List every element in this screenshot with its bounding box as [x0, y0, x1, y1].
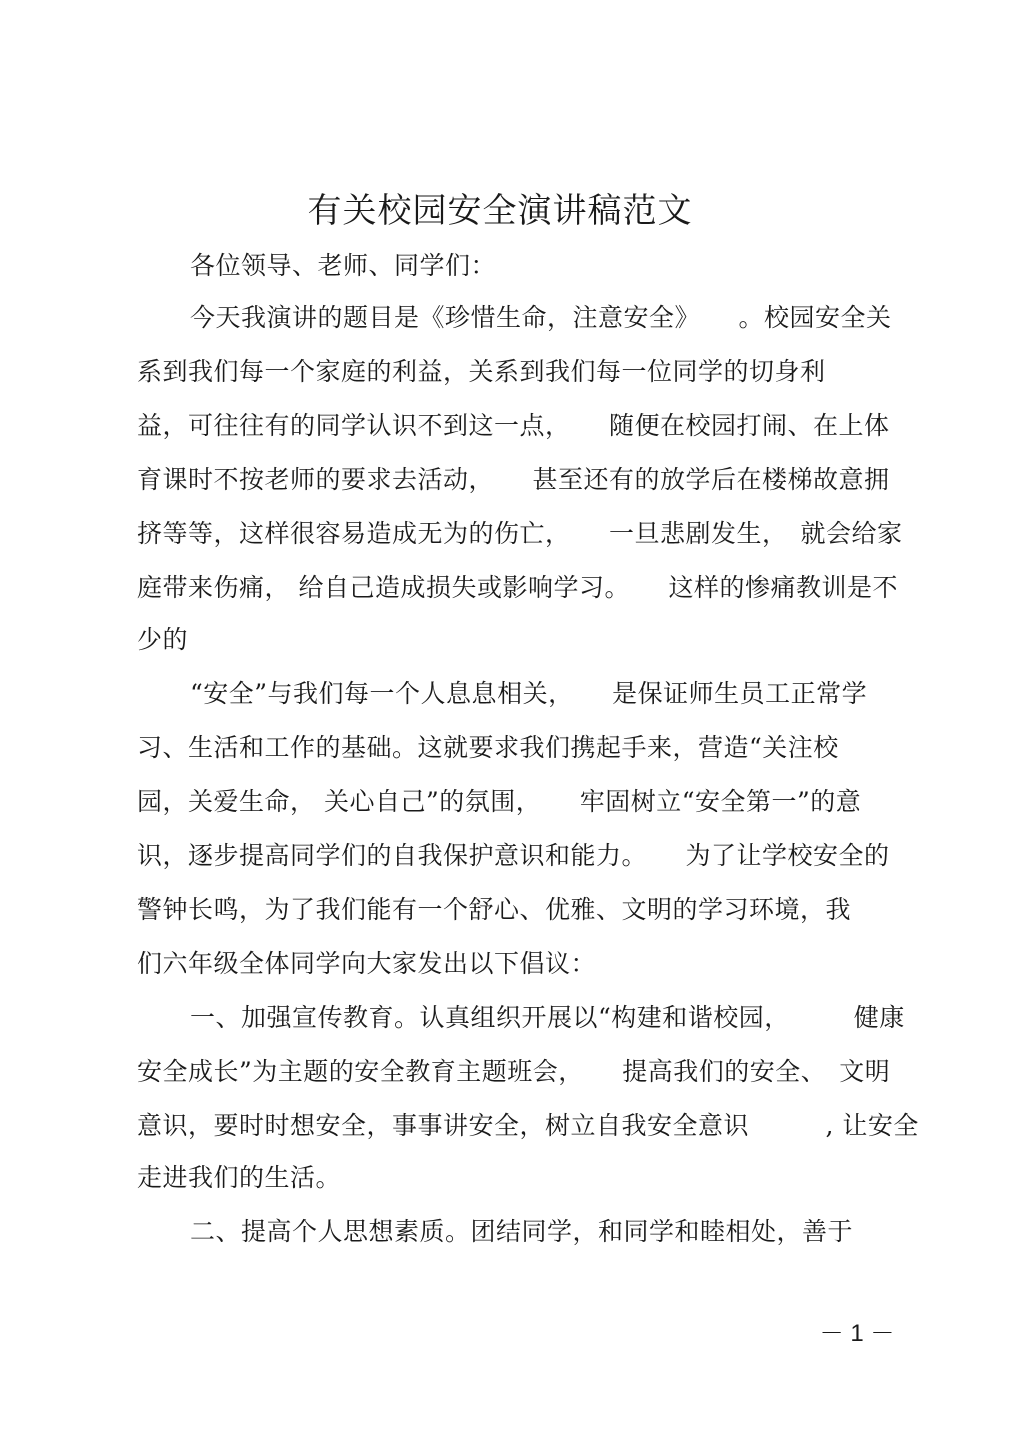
- text-line: 系到我们每一个家庭的利益，关系到我们每一位同学的切身利: [137, 357, 826, 386]
- text-line: 意识，要时时想安全，事事讲安全，树立自我安全意识 , 让安全: [137, 1111, 919, 1140]
- text-line: 益，可往往有的同学认识不到这一点， 随便在校园打闹、在上体: [137, 411, 890, 440]
- text-line: 二、提高个人思想素质。团结同学，和同学和睦相处，善于: [190, 1217, 854, 1246]
- text-line: 识，逐步提高同学们的自我保护意识和能力。 为了让学校安全的: [137, 841, 890, 870]
- text-line: 少的: [137, 625, 189, 654]
- document-title: 有关校园安全演讲稿范文: [307, 191, 693, 231]
- page-number: － 1 －: [819, 1320, 895, 1347]
- text-line: 庭带来伤痛， 给自己造成损失或影响学习。 这样的惨痛教训是不: [137, 573, 898, 602]
- text-line: 警钟长鸣，为了我们能有一个舒心、优雅、文明的学习环境，我: [137, 895, 852, 924]
- text-line: 今天我演讲的题目是《珍惜生命，注意安全》 。校园安全关: [190, 303, 892, 332]
- text-line: 安全成长”为主题的安全教育主题班会， 提高我们的安全、 文明: [137, 1057, 891, 1086]
- text-line: 走进我们的生活。: [137, 1163, 342, 1192]
- text-line: 一、加强宣传教育。认真组织开展以“构建和谐校园， 健康: [190, 1003, 905, 1032]
- text-line: “安全”与我们每一个人息息相关， 是保证师生员工正常学: [190, 679, 868, 708]
- salutation-line: 各位领导、老师、同学们：: [190, 251, 497, 280]
- text-line: 育课时不按老师的要求去活动， 甚至还有的放学后在楼梯故意拥: [137, 465, 890, 494]
- text-line: 挤等等，这样很容易造成无为的伤亡， 一旦悲剧发生， 就会给家: [137, 519, 903, 548]
- text-line: 习、生活和工作的基础。这就要求我们携起手来，营造“关注校: [137, 733, 839, 762]
- text-line: 园，关爱生命， 关心自己”的氛围， 牢固树立“安全第一”的意: [137, 787, 862, 816]
- text-line: 们六年级全体同学向大家发出以下倡议：: [137, 949, 597, 978]
